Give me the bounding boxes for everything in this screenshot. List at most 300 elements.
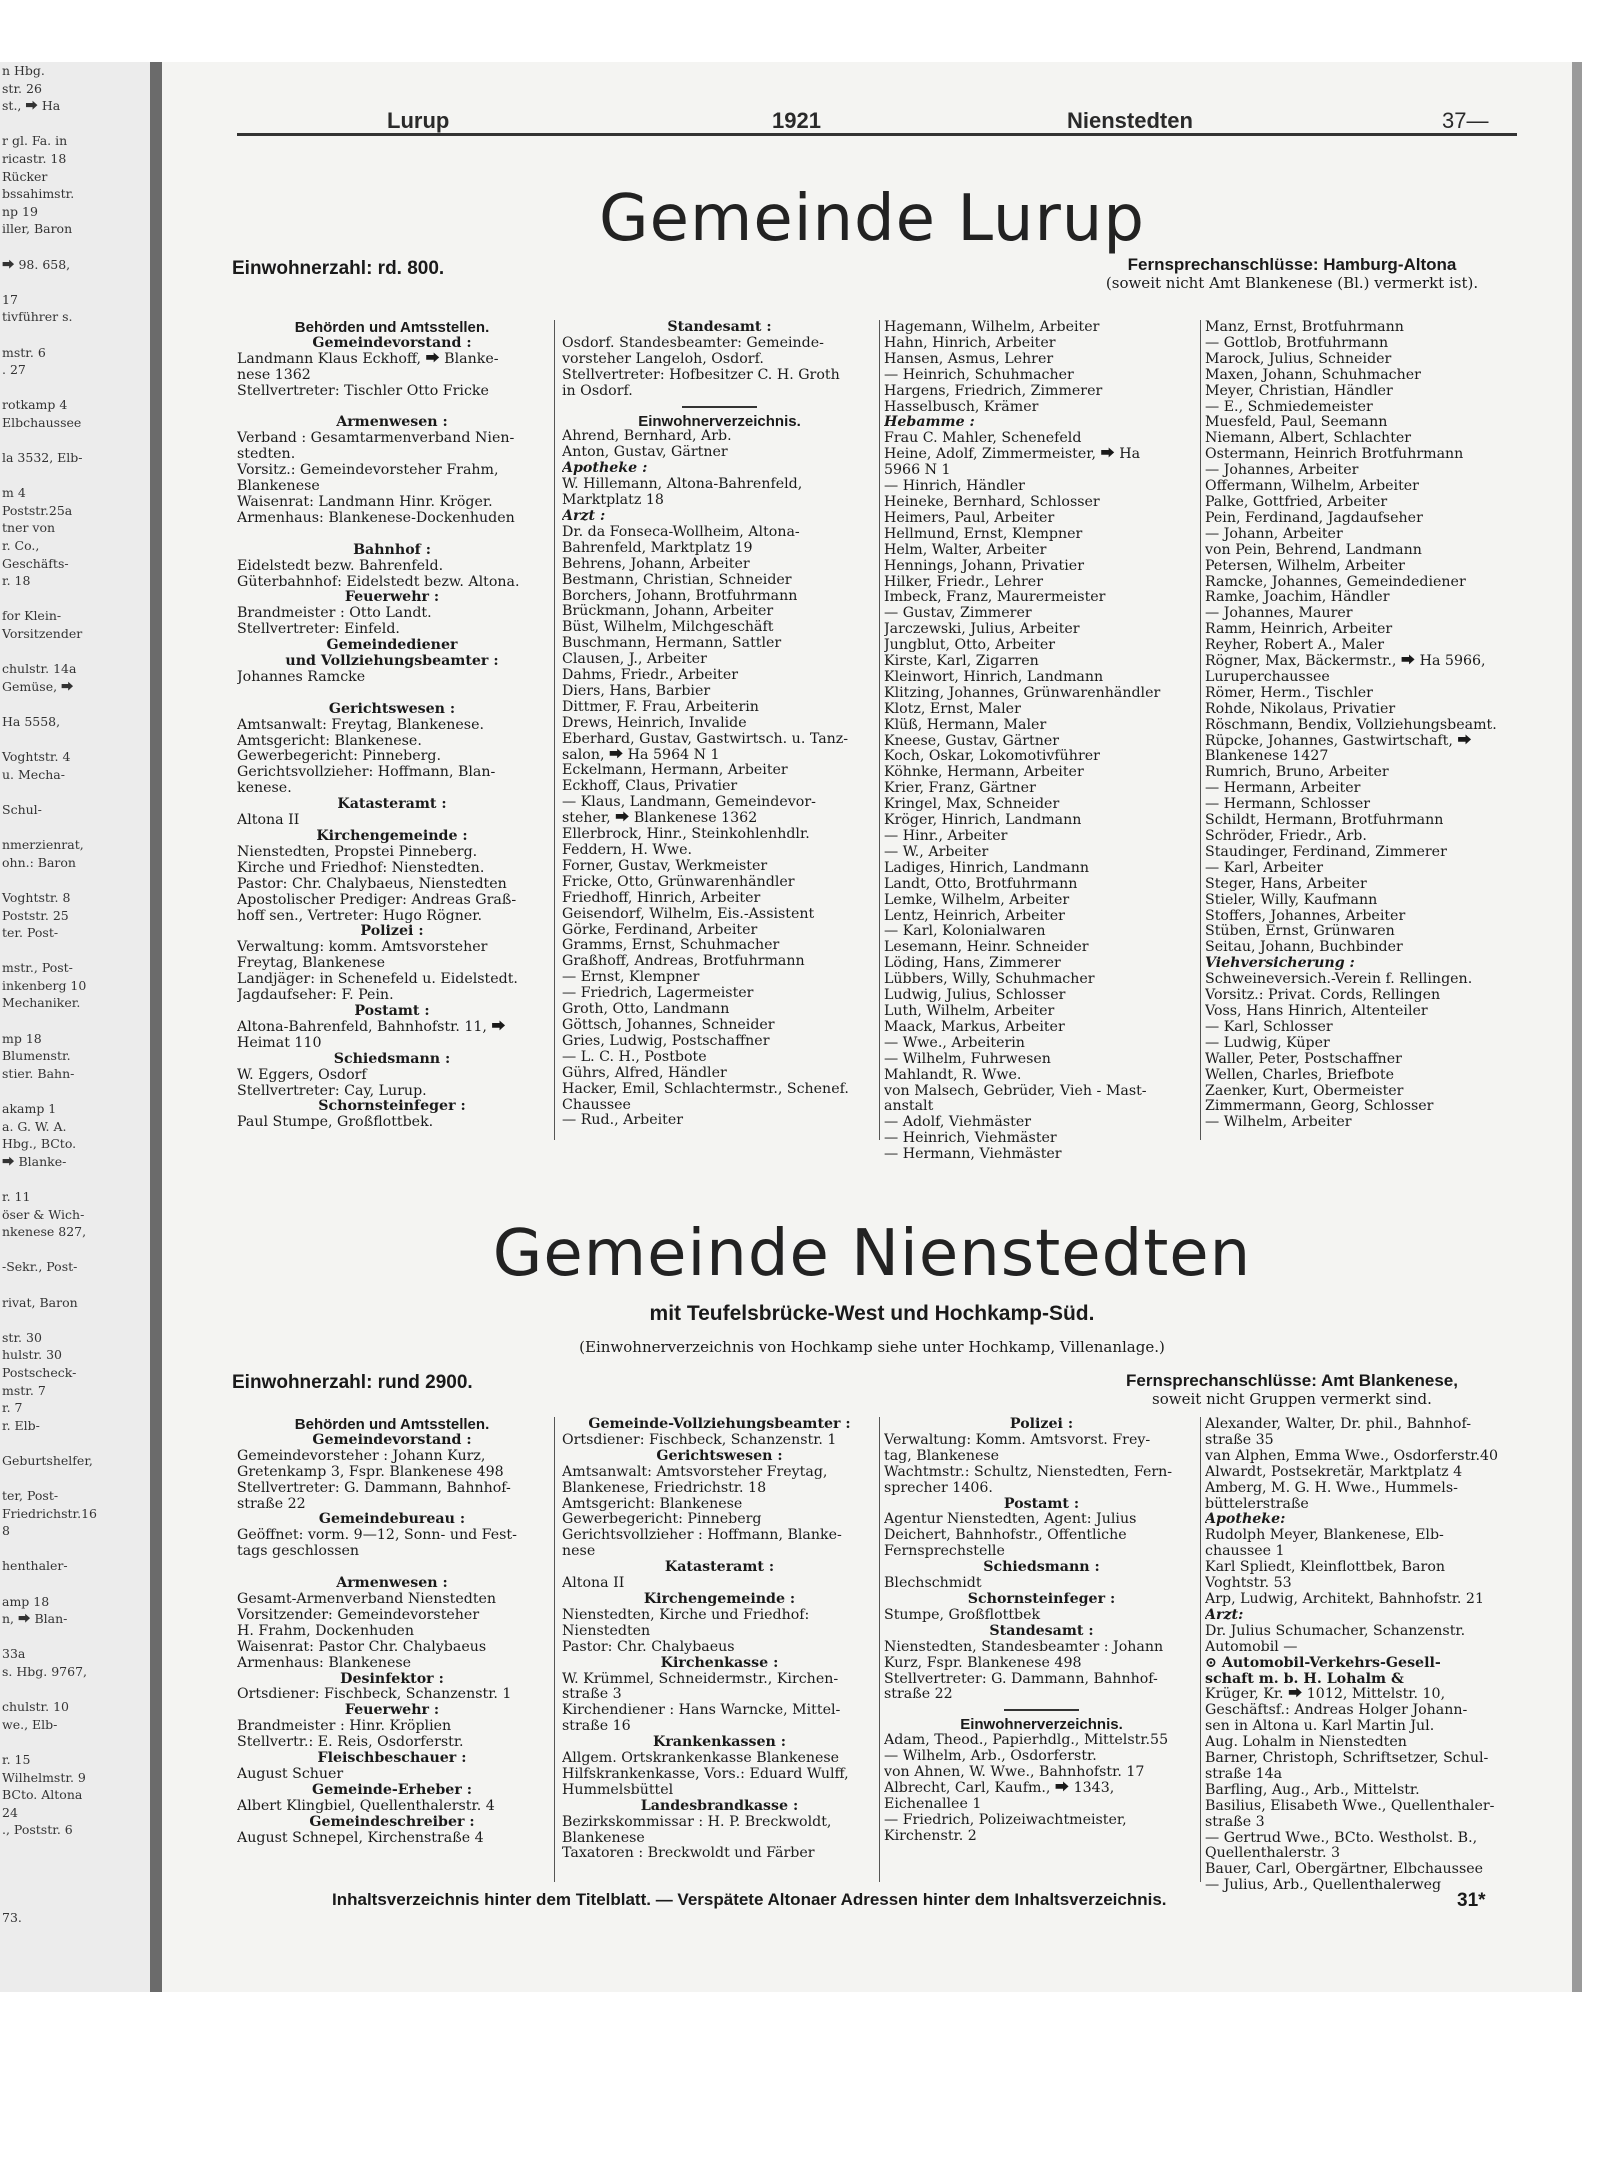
left-page-line (0, 326, 150, 344)
left-page-line: ⮕ Blanke- (2, 1153, 67, 1169)
lurup-col-3 (884, 320, 1199, 1163)
nienstedten-population: Einwohnerzahl: rund 2900. (232, 1372, 473, 1393)
left-page-line: rivat, Baron (2, 1294, 78, 1310)
left-page-line: Geschäfts- (2, 555, 69, 571)
directory-entry: W. Eggers, Osdorf (237, 1067, 367, 1083)
directory-entry: Lesemann, Heinr. Schneider (884, 940, 1089, 956)
left-page-line: Ha 5558, (2, 713, 61, 729)
left-page-line: iller, Baron (2, 221, 73, 237)
directory-entry: Ramcke, Johannes, Gemeindediener (1205, 574, 1466, 590)
section-heading: Kirchenkasse : (660, 1655, 779, 1671)
lurup-phone-note (1092, 256, 1492, 292)
directory-entry: straße 22 (884, 1687, 953, 1703)
left-page-line: ⮕ 98. 658, (2, 256, 71, 272)
left-page-line: ter, Post- (2, 1488, 59, 1504)
directory-entry: Waller, Peter, Postschaffner (1205, 1051, 1402, 1067)
directory-entry: straße 3 (562, 1687, 622, 1703)
left-page-line: Poststr.25a (2, 502, 73, 518)
directory-entry: Vorsitz.: Privat. Cords, Rellingen (1205, 988, 1441, 1004)
left-page-line (0, 731, 150, 749)
section-heading: Gemeindevorstand : (312, 1432, 472, 1448)
left-page-line: a. G. W. A. (2, 1118, 67, 1134)
header-page: 37— (1442, 108, 1489, 133)
directory-entry: von Ahnen, W. Wwe., Bahnhofstr. 17 (884, 1765, 1145, 1781)
section-heading: Krankenkassen : (652, 1735, 786, 1751)
directory-entry: Fricke, Otto, Grünwarenhändler (562, 874, 795, 890)
directory-entry: Röschmann, Bendix, Vollziehungsbeamt. (1205, 717, 1497, 733)
left-page-line (0, 467, 150, 485)
section-heading: Desinfektor : (340, 1671, 444, 1687)
lurup-col-4 (1205, 320, 1515, 1131)
directory-entry: Stoffers, Johannes, Arbeiter (1205, 908, 1406, 924)
directory-entry: 5966 N 1 (884, 463, 951, 479)
directory-entry: Kirchenstr. 2 (884, 1828, 977, 1844)
left-page-line (0, 1733, 150, 1751)
directory-entry: Wellen, Charles, Briefbote (1205, 1067, 1395, 1083)
directory-entry: Eidelstedt bezw. Bahrenfeld. (237, 558, 444, 574)
left-page-line: r. Elb- (2, 1417, 40, 1433)
directory-entry: Hargens, Friedrich, Zimmerer (884, 383, 1103, 399)
left-page-line: st., ⮕ Ha (2, 98, 61, 114)
directory-entry: Hebamme : (884, 415, 975, 431)
directory-entry (237, 400, 547, 416)
directory-entry: Eckelmann, Hermann, Arbeiter (562, 763, 788, 779)
directory-entry: Palke, Gottfried, Arbeiter (1205, 494, 1388, 510)
directory-entry: Dr. Julius Schumacher, Schanzenstr. (1205, 1623, 1466, 1639)
directory-entry: Johannes Ramcke (237, 669, 366, 685)
directory-entry: Feddern, H. Wwe. (562, 843, 692, 858)
directory-entry: — E., Schmiedemeister (1205, 399, 1373, 415)
directory-entry: salon, ⮕ Ha 5964 N 1 (562, 747, 720, 763)
directory-entry: Alwardt, Postsekretär, Marktplatz 4 (1205, 1464, 1463, 1480)
directory-entry: Clausen, J., Arbeiter (562, 652, 707, 668)
directory-entry: Buschmann, Hermann, Sattler (562, 636, 782, 652)
directory-entry: Bahrenfeld, Marktplatz 19 (562, 540, 753, 556)
left-page-line: 24 (2, 1804, 18, 1820)
left-page-line: Voghtstr. 8 (2, 889, 71, 905)
directory-entry: ⊙ Automobil-Verkehrs-Gesell- (1205, 1655, 1441, 1671)
left-page-line: n Hbg. (2, 63, 45, 78)
directory-entry: Stieler, Willy, Kaufmann (1205, 892, 1378, 908)
directory-entry: Altona-Bahrenfeld, Bahnhofstr. 11, ⮕ (237, 1019, 506, 1035)
left-page-line: öser & Wich- (2, 1206, 85, 1222)
directory-entry: Kneese, Gustav, Gärtner (884, 733, 1060, 749)
directory-entry: — Karl, Arbeiter (1205, 860, 1324, 876)
directory-entry: — Karl, Kolonialwaren (884, 924, 1046, 940)
directory-entry: Dr. da Fonseca-Wollheim, Altona- (562, 524, 800, 540)
directory-entry: schaft m. b. H. Lohalm & (1205, 1671, 1404, 1687)
directory-entry: Göttsch, Johannes, Schneider (562, 1017, 775, 1033)
directory-entry: Gries, Ludwig, Postschaffner (562, 1033, 770, 1049)
directory-entry: — Johannes, Arbeiter (1205, 463, 1359, 479)
left-page-line (0, 783, 150, 801)
directory-entry: Waisenrat: Landmann Hinr. Kröger. (237, 494, 493, 510)
left-page-line (0, 431, 150, 449)
directory-entry: Ramke, Joachim, Händler (1205, 590, 1390, 606)
section-heading: Schornsteinfeger : (967, 1591, 1116, 1607)
left-page-line: ter. Post- (2, 925, 59, 941)
left-page-line: s. Hbg. 9767, (2, 1664, 87, 1680)
section-heading: Kirchengemeinde : (316, 829, 468, 844)
directory-entry: Heimat 110 (237, 1035, 322, 1051)
left-page-line: Vorsitzender (2, 626, 83, 641)
directory-entry: straße 22 (237, 1496, 306, 1512)
left-page-line: amp 18 (2, 1593, 50, 1609)
left-page-line: rotkamp 4 (2, 397, 68, 413)
directory-entry: Brandmeister : Otto Landt. (237, 606, 432, 622)
section-heading: Schiedsmann : (983, 1560, 1100, 1576)
left-page-line: Geburtshelfer, (2, 1452, 93, 1468)
left-page-line: r. 15 (2, 1752, 31, 1767)
section-heading: Gemeindediener (326, 638, 458, 654)
lurup-col-1 (237, 320, 547, 1131)
directory-entry: W. Krümmel, Schneidermstr., Kirchen- (562, 1671, 839, 1687)
directory-entry: Hennings, Johann, Privatier (884, 558, 1084, 574)
directory-entry: Römer, Herm., Tischler (1205, 685, 1373, 701)
directory-entry: — Hinrich, Händler (884, 479, 1025, 495)
directory-entry: Hilfskrankenkasse, Vors.: Eduard Wulff, (562, 1766, 849, 1782)
directory-entry: Maxen, Johann, Schuhmacher (1205, 367, 1421, 383)
directory-entry (237, 1560, 547, 1576)
directory-entry: Gretenkamp 3, Fspr. Blankenese 498 (237, 1464, 504, 1480)
left-page-line: nmerzienrat, (2, 837, 84, 853)
left-page-line: Rücker (2, 168, 48, 184)
directory-entry: Arp, Ludwig, Architekt, Bahnhofstr. 21 (1205, 1591, 1484, 1607)
directory-entry: — Heinrich, Schuhmacher (884, 367, 1074, 383)
directory-entry: Offermann, Wilhelm, Arbeiter (1205, 479, 1419, 495)
section-heading: Fleischbeschauer : (317, 1751, 467, 1767)
directory-entry: Ostermann, Heinrich Brotfuhrmann (1205, 447, 1464, 463)
directory-entry: Stellvertreter: G. Dammann, Bahnhof- (884, 1671, 1158, 1687)
directory-entry: Bauer, Carl, Obergärtner, Elbchaussee (1205, 1862, 1484, 1878)
section-heading: Standesamt : (989, 1623, 1094, 1639)
header-rule (237, 133, 1517, 136)
directory-entry (237, 527, 547, 543)
nienstedten-col-2 (562, 1417, 877, 1862)
directory-entry: Drews, Heinrich, Invalide (562, 715, 747, 731)
left-page-line: Postscheck- (2, 1364, 77, 1380)
left-page-line: np 19 (2, 203, 38, 219)
left-page-line (0, 1012, 150, 1030)
directory-entry: Blankenese (562, 1830, 645, 1846)
left-page-line: mp 18 (2, 1030, 42, 1046)
left-page-line: for Klein- (2, 608, 62, 624)
directory-entry: von Pein, Behrend, Landmann (1205, 542, 1422, 558)
directory-entry: Blankenese (237, 479, 320, 495)
directory-entry: Geöffnet: vorm. 9—12, Sonn- und Fest- (237, 1528, 517, 1544)
directory-entry: straße 16 (562, 1719, 631, 1735)
left-page-line (0, 1470, 150, 1488)
directory-entry: tags geschlossen (237, 1544, 360, 1560)
directory-entry: — Friedrich, Polizeiwachtmeister, (884, 1812, 1127, 1828)
directory-entry: Alexander, Walter, Dr. phil., Bahnhof- (1205, 1417, 1471, 1432)
section-heading: Polizei : (360, 924, 424, 940)
book-gutter (150, 62, 162, 1992)
left-page-line: chulstr. 14a (2, 661, 77, 677)
directory-entry: H. Frahm, Dockenhuden (237, 1623, 414, 1639)
lurup-phone-label: Fernsprechanschlüsse: Hamburg-Altona (1127, 255, 1457, 274)
directory-entry: Niemann, Albert, Schlachter (1205, 431, 1412, 447)
left-page-line (0, 1857, 150, 1875)
directory-entry: Albrecht, Carl, Kaufm., ⮕ 1343, (884, 1780, 1115, 1796)
directory-entry: Steger, Hans, Arbeiter (1205, 876, 1367, 892)
section-heading: Polizei : (1009, 1417, 1074, 1432)
section-heading: Gerichtswesen : (656, 1448, 783, 1464)
directory-entry: Zimmermann, Georg, Schlosser (1205, 1099, 1434, 1115)
directory-entry: Zaenker, Kurt, Obermeister (1205, 1083, 1404, 1099)
directory-entry: Landt, Otto, Brotfuhrmann (884, 876, 1078, 892)
directory-entry: Gewerbegericht: Pinneberg. (237, 749, 442, 765)
section-rule (1004, 1709, 1079, 1711)
column-rule (1200, 320, 1201, 1140)
column-rule (554, 1417, 555, 1882)
directory-entry: kenese. (237, 781, 292, 797)
footer-note: Inhaltsverzeichnis hinter dem Titelblatt. — Verspätete Altonaer Adressen hinter dem Inhaltsverzeichnis. (332, 1890, 1167, 1909)
directory-entry: — Ernst, Klempner (562, 970, 700, 986)
directory-entry: Adam, Theod., Papierhdlg., Mittelstr.55 (884, 1733, 1169, 1749)
left-page-line: Mechaniker. (2, 995, 81, 1011)
directory-entry: August Schuer (237, 1766, 344, 1782)
section-heading: Katasteramt : (337, 797, 447, 813)
directory-entry: Gerichtsvollzieher : Hoffmann, Blanke- (562, 1528, 842, 1544)
directory-entry: Stellvertreter: Einfeld. (237, 622, 400, 638)
left-page-line (0, 942, 150, 960)
directory-entry: vorsteher Langeloh, Osdorf. (562, 351, 764, 367)
left-page-line: Friedrichstr.16 (2, 1505, 97, 1521)
directory-entry: Barfling, Aug., Arb., Mittelstr. (1205, 1782, 1420, 1798)
directory-entry: Automobil — (1205, 1639, 1298, 1655)
directory-entry: Reyher, Robert A., Maler (1205, 638, 1385, 654)
left-page-line: mstr. 6 (2, 344, 46, 360)
directory-entry: Lentz, Heinrich, Arbeiter (884, 908, 1065, 924)
left-page-line: r. 11 (2, 1189, 31, 1204)
directory-entry: hoff sen., Vertreter: Hugo Rögner. (237, 908, 482, 924)
directory-entry: Helm, Walter, Arbeiter (884, 542, 1047, 558)
directory-entry: tag, Blankenese (884, 1448, 1000, 1464)
directory-entry: Seitau, Johann, Buchbinder (1205, 940, 1403, 956)
left-page-line: Blumenstr. (2, 1048, 71, 1064)
section-heading: Postamt : (354, 1003, 430, 1019)
directory-entry: straße 14a (1205, 1766, 1283, 1782)
left-page-line: akamp 1 (2, 1101, 57, 1117)
directory-entry: Allgem. Ortskrankenkasse Blankenese (562, 1751, 840, 1767)
directory-entry: Deichert, Bahnhofstr., Öffentliche (884, 1528, 1127, 1544)
directory-entry: Verband : Gesamtarmenverband Nien- (237, 431, 515, 447)
directory-entry: Frau C. Mahler, Schenefeld (884, 431, 1082, 447)
directory-entry: — Hermann, Schlosser (1205, 797, 1371, 813)
left-page-line (0, 238, 150, 256)
left-page-line (0, 819, 150, 837)
directory-entry: Hagemann, Wilhelm, Arbeiter (884, 320, 1100, 335)
directory-entry: Kleinwort, Hinrich, Landmann (884, 669, 1104, 685)
directory-entry: Köhnke, Hermann, Arbeiter (884, 765, 1084, 781)
left-page-line: henthaler- (2, 1558, 68, 1574)
header-right: Nienstedten (1067, 108, 1193, 133)
directory-entry: Forner, Gustav, Werkmeister (562, 858, 768, 874)
directory-entry: Hahn, Hinrich, Arbeiter (884, 335, 1056, 351)
directory-entry: Gewerbegericht: Pinneberg (562, 1512, 762, 1528)
page-number: 31* (1457, 1890, 1486, 1911)
left-page-line (0, 1434, 150, 1452)
directory-entry: Dahms, Friedr., Arbeiter (562, 668, 739, 684)
left-page-line: ., Poststr. 6 (2, 1822, 73, 1838)
left-page-line: hulstr. 30 (2, 1347, 62, 1363)
directory-entry: Stüben, Ernst, Grünwaren (1205, 924, 1395, 940)
left-page-line: Hbg., BCto. (2, 1136, 77, 1152)
directory-entry: Vorsitzender: Gemeindevorsteher (237, 1607, 480, 1623)
section-heading: Armenwesen : (336, 415, 448, 431)
directory-entry: Büst, Wilhelm, Milchgeschäft (562, 620, 774, 636)
directory-entry: Stellvertr.: E. Reis, Osdorferstr. (237, 1735, 464, 1751)
section-rule (682, 406, 757, 408)
left-page-line: str. 26 (2, 80, 42, 96)
left-page-line: inkenberg 10 (2, 977, 87, 993)
section-heading: Katasteramt : (664, 1560, 775, 1576)
left-page-line: n, ⮕ Blan- (2, 1611, 68, 1627)
left-page-line: 33a (2, 1646, 26, 1662)
left-page-line (0, 1276, 150, 1294)
left-page-line: 73. (2, 1910, 22, 1926)
directory-entry: — Johannes, Maurer (1205, 606, 1353, 622)
directory-entry: Nienstedten (562, 1623, 651, 1639)
directory-entry: Hilker, Friedr., Lehrer (884, 574, 1043, 590)
nienstedten-note: (Einwohnerverzeichnis von Hochkamp siehe unter Hochkamp, Villenanlage.) (579, 1338, 1165, 1356)
directory-entry: Luruperchaussee (1205, 669, 1330, 685)
left-page-line (0, 1082, 150, 1100)
left-page-line (0, 1311, 150, 1329)
directory-entry: Arzt: (1205, 1607, 1244, 1623)
directory-entry: sen in Altona u. Karl Martin Jul. (1205, 1719, 1435, 1735)
section-heading: Gemeinde-Erheber : (312, 1782, 472, 1798)
directory-entry: Altona II (562, 1576, 625, 1592)
directory-entry: Anton, Gustav, Gärtner (562, 445, 728, 461)
nienstedten-col-3 (884, 1417, 1199, 1845)
directory-entry: Stellvertreter: Tischler Otto Fricke (237, 383, 489, 399)
running-header (237, 102, 1517, 136)
directory-entry: Chaussee (562, 1097, 631, 1113)
directory-entry: Jarczewski, Julius, Arbeiter (884, 622, 1080, 638)
directory-entry: Kröger, Hinrich, Landmann (884, 813, 1082, 829)
left-page-line (0, 379, 150, 397)
directory-entry: Koch, Oskar, Lokomotivführer (884, 749, 1100, 765)
left-page-line (0, 1681, 150, 1699)
directory-entry: Wachtmstr.: Schultz, Nienstedten, Fern- (884, 1464, 1173, 1480)
section-heading: Gemeindevorstand : (312, 335, 472, 351)
directory-entry: Geschäftsf.: Andreas Holger Johann- (1205, 1703, 1468, 1719)
column-rule (554, 320, 555, 1140)
directory-entry: — Wilhelm, Arb., Osdorferstr. (884, 1749, 1097, 1765)
directory-entry: Manz, Ernst, Brotfuhrmann (1205, 320, 1404, 335)
directory-entry: Groth, Otto, Landmann (562, 1002, 730, 1018)
directory-entry: — Wilhelm, Arbeiter (1205, 1115, 1352, 1131)
header-year: 1921 (772, 108, 821, 133)
lurup-title: Gemeinde Lurup (599, 182, 1145, 256)
nienstedten-subtitle: mit Teufelsbrücke-West und Hochkamp-Süd. (649, 1302, 1095, 1325)
directory-entry: Muesfeld, Paul, Seemann (1205, 415, 1388, 431)
directory-entry: Hellmund, Ernst, Klempner (884, 526, 1083, 542)
directory-entry: Basilius, Elisabeth Wwe., Quellenthaler- (1205, 1798, 1495, 1814)
left-page-line (0, 115, 150, 133)
directory-entry: Nienstedten, Propstei Pinneberg. (237, 844, 478, 860)
directory-entry: Kirchendiener : Hans Warncke, Mittel- (562, 1703, 841, 1719)
directory-entry: — Gottlob, Brotfuhrmann (1205, 335, 1389, 351)
left-page-line: u. Mecha- (2, 766, 65, 782)
directory-entry: Hacker, Emil, Schlachtermstr., Schenef. (562, 1081, 849, 1097)
left-page-line (0, 1241, 150, 1259)
directory-entry: Landmann Klaus Eckhoff, ⮕ Blanke- (237, 351, 499, 367)
left-page-line: 17 (2, 291, 18, 307)
directory-entry: — Friedrich, Lagermeister (562, 986, 754, 1002)
directory-entry: Pein, Ferdinand, Jagdaufseher (1205, 510, 1423, 526)
nienstedten-phone-sub: soweit nicht Gruppen vermerkt sind. (1152, 1390, 1432, 1408)
directory-entry: van Alphen, Emma Wwe., Osdorferstr.40 (1205, 1448, 1499, 1464)
directory-entry: Nienstedten, Standesbeamter : Johann (884, 1639, 1164, 1655)
directory-entry: Rüpcke, Johannes, Gastwirtschaft, ⮕ (1205, 733, 1472, 749)
directory-entry: Amtsanwalt: Freytag, Blankenese. (237, 717, 484, 733)
directory-entry: Verwaltung: Komm. Amtsvorst. Frey- (884, 1432, 1151, 1448)
directory-entry: — Ludwig, Küper (1205, 1035, 1330, 1051)
directory-entry: Verwaltung: komm. Amtsvorsteher (237, 940, 488, 956)
left-page-line: Schul- (2, 801, 42, 817)
left-page-line: Poststr. 25 (2, 907, 69, 923)
directory-entry: Gesamt-Armenverband Nienstedten (237, 1591, 497, 1607)
directory-entry: — Gertrud Wwe., BCto. Westholst. B., (1205, 1830, 1478, 1846)
directory-entry: Karl Spliedt, Kleinflottbek, Baron (1205, 1560, 1446, 1576)
column-rule (1200, 1417, 1201, 1882)
nienstedten-phone-label: Fernsprechanschlüsse: Amt Blankenese, (1126, 1371, 1458, 1390)
directory-entry: Blechschmidt (884, 1576, 982, 1592)
directory-entry: Löding, Hans, Zimmerer (884, 956, 1061, 972)
directory-entry: Gührs, Alfred, Händler (562, 1065, 727, 1081)
directory-entry: Bezirkskommissar : H. P. Breckwoldt, (562, 1814, 832, 1830)
directory-entry: Landjäger: in Schenefeld u. Eidelstedt. (237, 972, 518, 988)
directory-entry: Kurz, Fspr. Blankenese 498 (884, 1655, 1082, 1671)
directory-entry: — Johann, Arbeiter (1205, 526, 1343, 542)
nienstedten-col-4 (1205, 1417, 1515, 1894)
directory-entry: Kirche und Friedhof: Nienstedten. (237, 860, 485, 876)
left-page-line: -Sekr., Post- (2, 1259, 78, 1275)
directory-entry: Ortsdiener: Fischbeck, Schanzenstr. 1 (562, 1432, 837, 1448)
directory-entry: Brandmeister : Hinr. Kröplien (237, 1719, 452, 1735)
section-heading: Schornsteinfeger : (318, 1099, 466, 1115)
directory-entry: Heineke, Bernhard, Schlosser (884, 494, 1100, 510)
section-heading: Behörden und Amtsstellen. (294, 1417, 490, 1433)
section-heading: Standesamt : (667, 320, 772, 335)
directory-entry: Klüß, Hermann, Maler (884, 717, 1047, 733)
directory-entry: Ramm, Heinrich, Arbeiter (1205, 622, 1393, 638)
left-page-line: BCto. Altona (2, 1787, 83, 1803)
left-page-line (0, 273, 150, 291)
directory-entry: nese 1362 (237, 367, 311, 383)
directory-entry: Hasselbusch, Krämer (884, 399, 1039, 415)
left-page-line: tivführer s. (2, 309, 73, 325)
directory-entry: Osdorf. Standesbeamter: Gemeinde- (562, 335, 824, 351)
left-page-line (0, 1892, 150, 1910)
lurup-population: Einwohnerzahl: rd. 800. (232, 258, 445, 279)
directory-entry: Hansen, Asmus, Lehrer (884, 351, 1054, 367)
section-heading: Schiedsmann : (333, 1051, 451, 1067)
directory-entry: Armenhaus: Blankenese-Dockenhuden (237, 510, 515, 526)
left-page-line (0, 695, 150, 713)
directory-entry: — W., Arbeiter (884, 844, 989, 860)
directory-entry: — Julius, Arb., Quellenthalerweg (1205, 1878, 1442, 1894)
left-page-line: nkenese 827, (2, 1224, 87, 1240)
directory-entry: Marktplatz 18 (562, 493, 664, 509)
directory-entry: Klotz, Ernst, Maler (884, 701, 1021, 717)
directory-entry: Ellerbrock, Hinr., Steinkohlenhdlr. (562, 827, 810, 843)
directory-entry: Görke, Ferdinand, Arbeiter (562, 922, 758, 938)
directory-entry: Krier, Franz, Gärtner (884, 781, 1036, 797)
